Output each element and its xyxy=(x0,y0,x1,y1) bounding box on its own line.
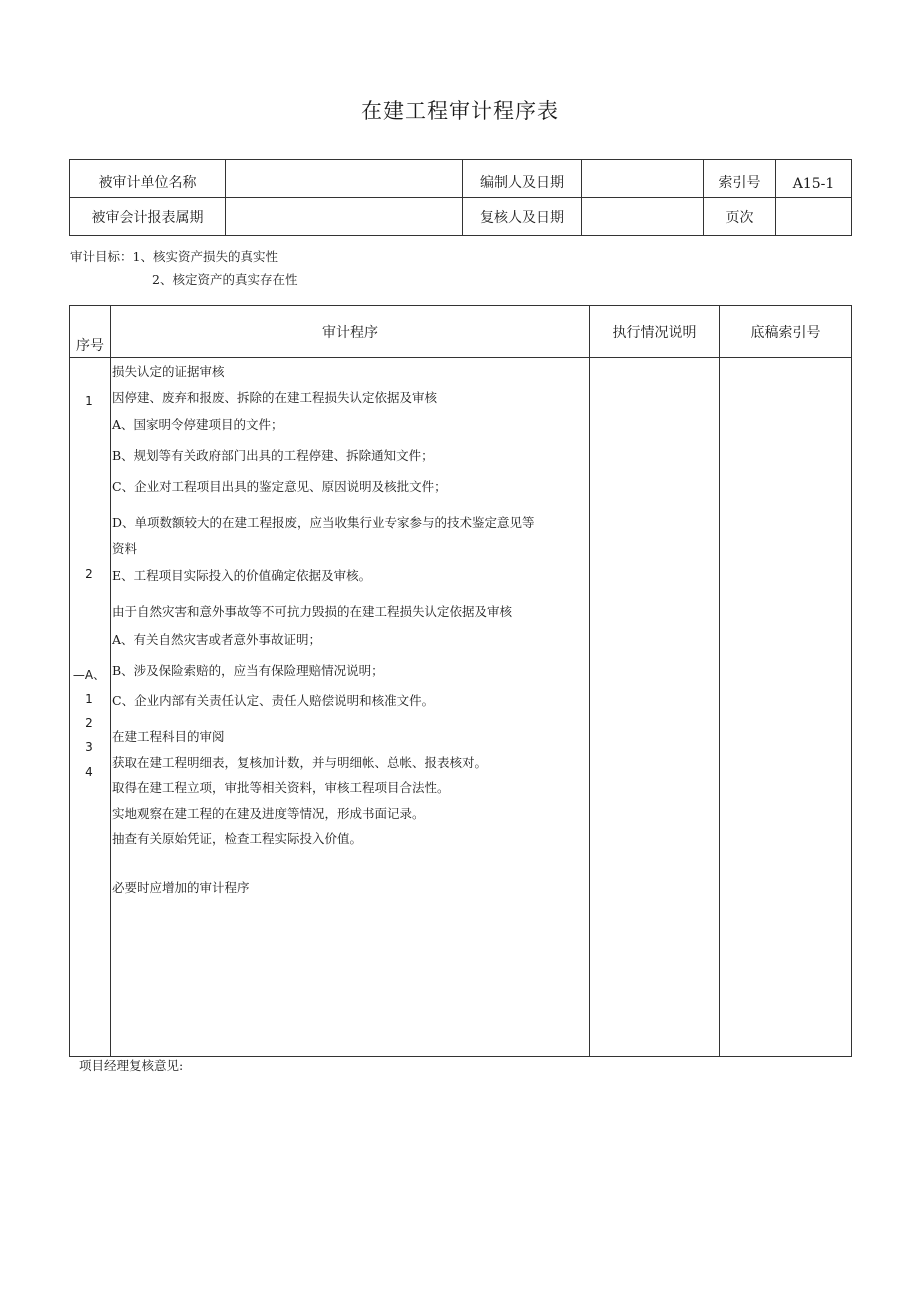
audit-goal-2: 2、核定资产的真实存在性 xyxy=(152,272,298,287)
reviewer-field[interactable] xyxy=(582,198,704,236)
procedure-line: 由于自然灾害和意外事故等不可抗力毁损的在建工程损失认定依据及审核 xyxy=(112,604,513,619)
procedure-line: 资料 xyxy=(112,541,138,556)
header-table xyxy=(69,159,852,236)
page-title: 在建工程审计程序表 xyxy=(361,99,559,123)
procedure-line: 必要时应增加的审计程序 xyxy=(112,880,250,895)
ref-cell[interactable] xyxy=(720,358,852,1057)
period-label: 被审会计报表属期 xyxy=(70,198,226,236)
preparer-label: 编制人及日期 xyxy=(463,160,582,198)
index-value: A15-1 xyxy=(776,160,852,198)
procedure-heading: 损失认定的证据审核 xyxy=(112,364,225,379)
seq-number: —A、 xyxy=(72,668,106,682)
procedure-line: C、企业内部有关责任认定、责任人赔偿说明和核准文件。 xyxy=(112,693,435,708)
col-seq-header: 序号 xyxy=(70,306,111,358)
col-execution-header: 执行情况说明 xyxy=(590,306,720,358)
seq-number: 1 xyxy=(85,394,93,408)
procedure-line: 因停建、废弃和报废、拆除的在建工程损失认定依据及审核 xyxy=(112,390,438,405)
procedure-line: B、涉及保险索赔的，应当有保险理赔情况说明； xyxy=(112,663,384,678)
procedure-line: B、规划等有关政府部门出具的工程停建、拆除通知文件； xyxy=(112,448,434,463)
col-ref-header: 底稿索引号 xyxy=(720,306,852,358)
seq-number: 1 xyxy=(85,692,93,706)
procedure-line: 取得在建工程立项，审批等相关资料，审核工程项目合法性。 xyxy=(112,780,450,795)
procedure-heading: 在建工程科目的审阅 xyxy=(112,729,225,744)
procedure-line: 抽查有关原始凭证，检查工程实际投入价值。 xyxy=(112,831,363,846)
procedure-line: A、有关自然灾害或者意外事故证明； xyxy=(112,632,322,647)
audit-goal-1: 审计目标：1、核实资产损失的真实性 xyxy=(70,249,278,264)
manager-review-label: 项目经理复核意见: xyxy=(79,1058,184,1073)
page-field[interactable] xyxy=(776,198,852,236)
procedure-line: 获取在建工程明细表，复核加计数，并与明细帐、总帐、报表核对。 xyxy=(112,755,488,770)
reviewer-label: 复核人及日期 xyxy=(463,198,582,236)
col-procedure-header: 审计程序 xyxy=(111,306,590,358)
preparer-field[interactable] xyxy=(582,160,704,198)
procedure-line: C、企业对工程项目出具的鉴定意见、原因说明及核批文件； xyxy=(112,479,447,494)
seq-number: 3 xyxy=(85,740,93,754)
procedure-line: 实地观察在建工程的在建及进度等情况，形成书面记录。 xyxy=(112,806,425,821)
period-field[interactable] xyxy=(226,198,463,236)
procedure-line: D、单项数额较大的在建工程报废，应当收集行业专家参与的技术鉴定意见等 xyxy=(112,515,535,530)
seq-number: 4 xyxy=(85,765,93,779)
procedure-line: E、工程项目实际投入的价值确定依据及审核。 xyxy=(112,568,372,583)
header-row-2 xyxy=(70,198,852,236)
execution-cell[interactable] xyxy=(590,358,720,1057)
procedure-line: A、国家明令停建项目的文件； xyxy=(112,417,284,432)
audited-unit-label: 被审计单位名称 xyxy=(70,160,226,198)
seq-number: 2 xyxy=(85,567,93,581)
seq-number: 2 xyxy=(85,716,93,730)
procedure-table-header xyxy=(70,306,852,358)
header-row-1 xyxy=(70,160,852,198)
audited-unit-field[interactable] xyxy=(226,160,463,198)
seq-cell xyxy=(70,358,111,1057)
index-label: 索引号 xyxy=(704,160,776,198)
page-label: 页次 xyxy=(704,198,776,236)
